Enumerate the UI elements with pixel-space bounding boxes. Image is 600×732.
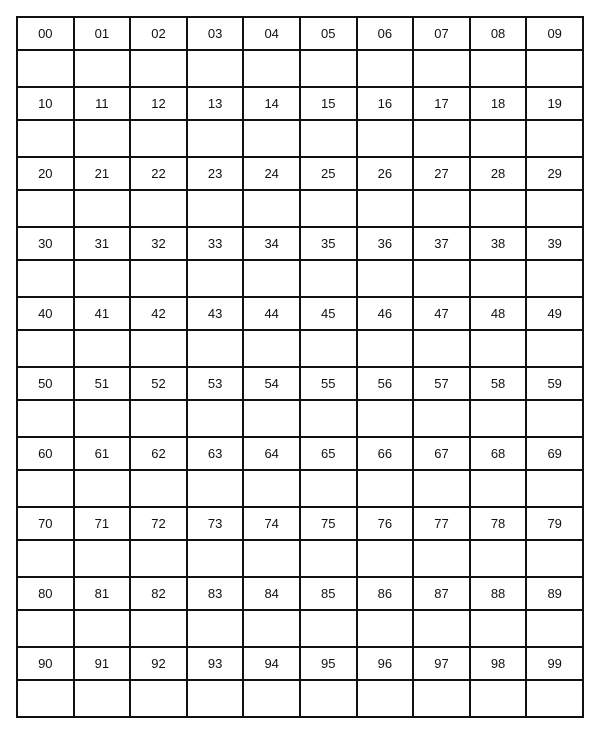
number-cell: 11 — [74, 87, 131, 120]
blank-cell[interactable] — [187, 260, 244, 297]
blank-cell[interactable] — [357, 190, 414, 227]
blank-cell[interactable] — [526, 260, 583, 297]
number-cell: 75 — [300, 507, 357, 540]
number-cell: 67 — [413, 437, 470, 470]
blank-cell[interactable] — [413, 540, 470, 577]
blank-cell[interactable] — [243, 120, 300, 157]
blank-row — [17, 50, 583, 87]
number-cell: 53 — [187, 367, 244, 400]
number-cell: 13 — [187, 87, 244, 120]
number-cell: 59 — [526, 367, 583, 400]
blank-cell[interactable] — [470, 260, 527, 297]
number-cell: 43 — [187, 297, 244, 330]
number-cell: 84 — [243, 577, 300, 610]
number-cell: 97 — [413, 647, 470, 680]
number-cell: 93 — [187, 647, 244, 680]
number-cell: 99 — [526, 647, 583, 680]
number-cell: 69 — [526, 437, 583, 470]
number-cell: 94 — [243, 647, 300, 680]
number-cell: 35 — [300, 227, 357, 260]
number-cell: 20 — [17, 157, 74, 190]
number-cell: 38 — [470, 227, 527, 260]
number-grid-body — [17, 17, 583, 717]
blank-cell[interactable] — [526, 330, 583, 367]
blank-cell[interactable] — [526, 540, 583, 577]
blank-row — [17, 330, 583, 367]
blank-cell[interactable] — [526, 190, 583, 227]
blank-cell[interactable] — [74, 680, 131, 717]
blank-cell[interactable] — [243, 540, 300, 577]
number-cell: 22 — [130, 157, 187, 190]
blank-cell[interactable] — [187, 680, 244, 717]
blank-cell[interactable] — [526, 610, 583, 647]
number-cell: 64 — [243, 437, 300, 470]
number-cell: 39 — [526, 227, 583, 260]
number-cell: 66 — [357, 437, 414, 470]
number-cell: 42 — [130, 297, 187, 330]
number-cell: 55 — [300, 367, 357, 400]
number-cell: 49 — [526, 297, 583, 330]
blank-row — [17, 190, 583, 227]
blank-cell[interactable] — [74, 260, 131, 297]
number-cell: 76 — [357, 507, 414, 540]
blank-cell[interactable] — [526, 470, 583, 507]
blank-cell[interactable] — [526, 50, 583, 87]
number-row — [17, 577, 583, 610]
blank-cell[interactable] — [300, 680, 357, 717]
number-cell: 41 — [74, 297, 131, 330]
number-cell: 91 — [74, 647, 131, 680]
number-row — [17, 87, 583, 120]
number-cell: 96 — [357, 647, 414, 680]
number-cell: 45 — [300, 297, 357, 330]
blank-row — [17, 610, 583, 647]
number-cell: 32 — [130, 227, 187, 260]
number-cell: 33 — [187, 227, 244, 260]
blank-cell[interactable] — [74, 610, 131, 647]
blank-cell[interactable] — [357, 330, 414, 367]
blank-row — [17, 260, 583, 297]
number-cell: 26 — [357, 157, 414, 190]
number-cell: 08 — [470, 17, 527, 50]
number-cell: 78 — [470, 507, 527, 540]
blank-cell[interactable] — [187, 120, 244, 157]
blank-row — [17, 400, 583, 437]
blank-cell[interactable] — [130, 400, 187, 437]
number-cell: 23 — [187, 157, 244, 190]
blank-cell[interactable] — [187, 400, 244, 437]
blank-row — [17, 540, 583, 577]
blank-cell[interactable] — [470, 680, 527, 717]
blank-cell[interactable] — [130, 120, 187, 157]
blank-cell[interactable] — [130, 260, 187, 297]
number-cell: 05 — [300, 17, 357, 50]
blank-cell[interactable] — [243, 190, 300, 227]
blank-cell[interactable] — [187, 50, 244, 87]
blank-row — [17, 470, 583, 507]
blank-row — [17, 120, 583, 157]
blank-cell[interactable] — [130, 610, 187, 647]
number-cell: 54 — [243, 367, 300, 400]
number-cell: 82 — [130, 577, 187, 610]
number-row — [17, 647, 583, 680]
number-cell: 06 — [357, 17, 414, 50]
blank-cell[interactable] — [243, 610, 300, 647]
number-cell: 63 — [187, 437, 244, 470]
blank-cell[interactable] — [300, 610, 357, 647]
number-cell: 16 — [357, 87, 414, 120]
number-cell: 30 — [17, 227, 74, 260]
blank-cell[interactable] — [300, 330, 357, 367]
number-cell: 51 — [74, 367, 131, 400]
blank-cell[interactable] — [357, 540, 414, 577]
number-row — [17, 17, 583, 50]
number-cell: 50 — [17, 367, 74, 400]
number-cell: 58 — [470, 367, 527, 400]
blank-cell[interactable] — [74, 330, 131, 367]
blank-cell[interactable] — [413, 400, 470, 437]
blank-cell[interactable] — [300, 190, 357, 227]
blank-cell[interactable] — [243, 470, 300, 507]
blank-cell[interactable] — [187, 470, 244, 507]
blank-cell[interactable] — [470, 610, 527, 647]
blank-cell[interactable] — [470, 50, 527, 87]
number-cell: 95 — [300, 647, 357, 680]
blank-cell[interactable] — [357, 470, 414, 507]
number-cell: 14 — [243, 87, 300, 120]
number-cell: 47 — [413, 297, 470, 330]
blank-cell[interactable] — [243, 330, 300, 367]
number-cell: 40 — [17, 297, 74, 330]
number-cell: 31 — [74, 227, 131, 260]
number-cell: 74 — [243, 507, 300, 540]
blank-cell[interactable] — [74, 120, 131, 157]
number-cell: 36 — [357, 227, 414, 260]
blank-cell[interactable] — [300, 120, 357, 157]
blank-cell[interactable] — [243, 260, 300, 297]
number-cell: 60 — [17, 437, 74, 470]
number-grid — [16, 16, 584, 718]
number-row — [17, 437, 583, 470]
blank-cell[interactable] — [470, 120, 527, 157]
number-cell: 29 — [526, 157, 583, 190]
number-cell: 21 — [74, 157, 131, 190]
blank-cell[interactable] — [130, 680, 187, 717]
blank-cell[interactable] — [357, 50, 414, 87]
blank-cell[interactable] — [17, 400, 74, 437]
blank-cell[interactable] — [470, 540, 527, 577]
blank-cell[interactable] — [413, 120, 470, 157]
blank-cell[interactable] — [300, 400, 357, 437]
blank-cell[interactable] — [357, 680, 414, 717]
blank-cell[interactable] — [187, 610, 244, 647]
number-cell: 18 — [470, 87, 527, 120]
blank-cell[interactable] — [300, 260, 357, 297]
number-cell: 85 — [300, 577, 357, 610]
number-row — [17, 297, 583, 330]
number-cell: 62 — [130, 437, 187, 470]
number-cell: 80 — [17, 577, 74, 610]
number-cell: 71 — [74, 507, 131, 540]
blank-cell[interactable] — [357, 400, 414, 437]
blank-cell[interactable] — [130, 50, 187, 87]
blank-cell[interactable] — [243, 680, 300, 717]
number-cell: 65 — [300, 437, 357, 470]
blank-cell[interactable] — [413, 680, 470, 717]
blank-row — [17, 680, 583, 717]
number-cell: 37 — [413, 227, 470, 260]
blank-cell[interactable] — [17, 330, 74, 367]
blank-cell[interactable] — [357, 260, 414, 297]
number-cell: 24 — [243, 157, 300, 190]
blank-cell[interactable] — [187, 330, 244, 367]
blank-cell[interactable] — [413, 260, 470, 297]
blank-cell[interactable] — [357, 610, 414, 647]
blank-cell[interactable] — [74, 400, 131, 437]
number-cell: 15 — [300, 87, 357, 120]
number-cell: 98 — [470, 647, 527, 680]
blank-cell[interactable] — [17, 50, 74, 87]
number-cell: 72 — [130, 507, 187, 540]
number-cell: 89 — [526, 577, 583, 610]
number-cell: 73 — [187, 507, 244, 540]
blank-cell[interactable] — [300, 50, 357, 87]
number-cell: 83 — [187, 577, 244, 610]
number-cell: 56 — [357, 367, 414, 400]
number-row — [17, 157, 583, 190]
number-cell: 09 — [526, 17, 583, 50]
number-cell: 52 — [130, 367, 187, 400]
number-cell: 46 — [357, 297, 414, 330]
number-cell: 07 — [413, 17, 470, 50]
blank-cell[interactable] — [17, 470, 74, 507]
number-cell: 04 — [243, 17, 300, 50]
blank-cell[interactable] — [470, 400, 527, 437]
number-cell: 61 — [74, 437, 131, 470]
blank-cell[interactable] — [243, 50, 300, 87]
number-row — [17, 227, 583, 260]
blank-cell[interactable] — [300, 540, 357, 577]
blank-cell[interactable] — [526, 680, 583, 717]
number-cell: 01 — [74, 17, 131, 50]
number-cell: 90 — [17, 647, 74, 680]
number-row — [17, 507, 583, 540]
number-cell: 92 — [130, 647, 187, 680]
blank-cell[interactable] — [74, 50, 131, 87]
number-cell: 77 — [413, 507, 470, 540]
blank-cell[interactable] — [17, 260, 74, 297]
blank-cell[interactable] — [74, 470, 131, 507]
number-cell: 12 — [130, 87, 187, 120]
blank-cell[interactable] — [413, 470, 470, 507]
blank-cell[interactable] — [300, 470, 357, 507]
number-cell: 81 — [74, 577, 131, 610]
number-cell: 03 — [187, 17, 244, 50]
blank-cell[interactable] — [187, 540, 244, 577]
number-row — [17, 367, 583, 400]
blank-cell[interactable] — [413, 190, 470, 227]
number-cell: 44 — [243, 297, 300, 330]
blank-cell[interactable] — [17, 190, 74, 227]
blank-cell[interactable] — [74, 540, 131, 577]
blank-cell[interactable] — [74, 190, 131, 227]
number-cell: 02 — [130, 17, 187, 50]
number-cell: 86 — [357, 577, 414, 610]
number-cell: 10 — [17, 87, 74, 120]
blank-cell[interactable] — [17, 540, 74, 577]
blank-cell[interactable] — [470, 330, 527, 367]
blank-cell[interactable] — [187, 190, 244, 227]
number-cell: 17 — [413, 87, 470, 120]
blank-cell[interactable] — [17, 680, 74, 717]
number-cell: 57 — [413, 367, 470, 400]
number-cell: 68 — [470, 437, 527, 470]
blank-cell[interactable] — [413, 330, 470, 367]
blank-cell[interactable] — [130, 540, 187, 577]
blank-cell[interactable] — [130, 330, 187, 367]
blank-cell[interactable] — [526, 400, 583, 437]
number-cell: 88 — [470, 577, 527, 610]
number-cell: 19 — [526, 87, 583, 120]
number-cell: 00 — [17, 17, 74, 50]
blank-cell[interactable] — [130, 470, 187, 507]
number-cell: 34 — [243, 227, 300, 260]
number-cell: 25 — [300, 157, 357, 190]
number-cell: 70 — [17, 507, 74, 540]
blank-cell[interactable] — [526, 120, 583, 157]
number-cell: 28 — [470, 157, 527, 190]
blank-cell[interactable] — [413, 610, 470, 647]
number-cell: 79 — [526, 507, 583, 540]
blank-cell[interactable] — [17, 610, 74, 647]
blank-cell[interactable] — [470, 190, 527, 227]
blank-cell[interactable] — [470, 470, 527, 507]
number-cell: 48 — [470, 297, 527, 330]
blank-cell[interactable] — [243, 400, 300, 437]
blank-cell[interactable] — [413, 50, 470, 87]
number-cell: 87 — [413, 577, 470, 610]
blank-cell[interactable] — [17, 120, 74, 157]
number-cell: 27 — [413, 157, 470, 190]
blank-cell[interactable] — [130, 190, 187, 227]
blank-cell[interactable] — [357, 120, 414, 157]
